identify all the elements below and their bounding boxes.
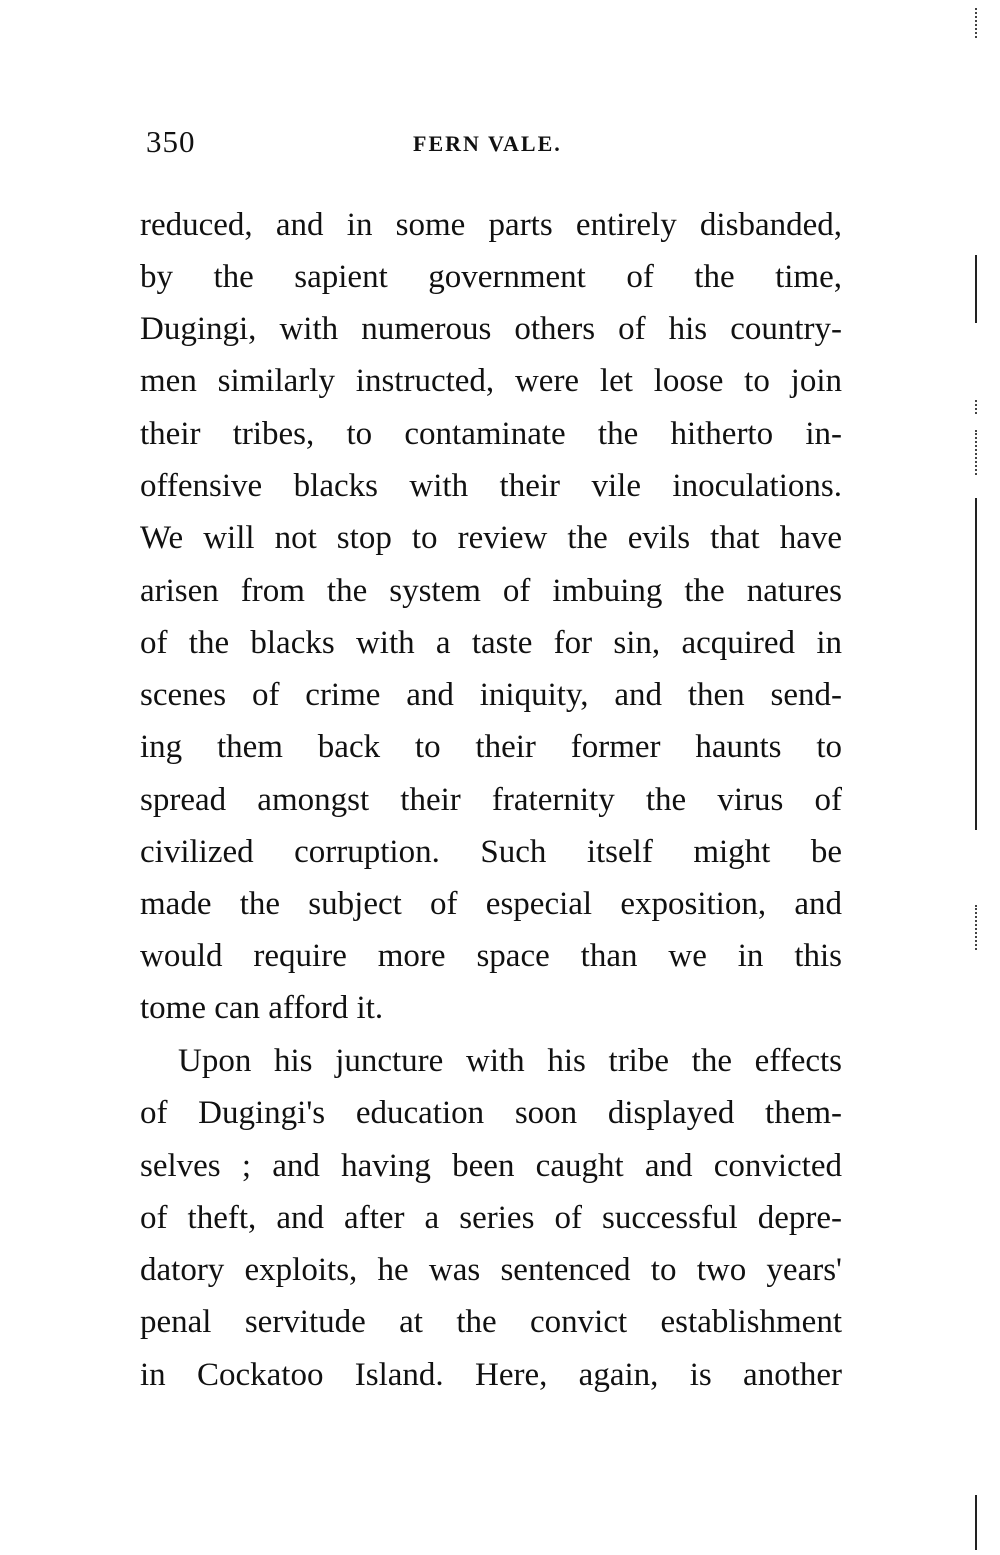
text-line: of the blacks with a taste for sin, acquired in — [140, 625, 842, 661]
scan-edge-mark — [975, 430, 977, 475]
scan-edge-mark — [975, 8, 977, 38]
text-line: men similarly instructed, were let loose to join — [140, 363, 842, 399]
text-line: tome can afford it. — [140, 990, 384, 1026]
text-line: Upon his juncture with his tribe the effects — [178, 1043, 842, 1079]
text-line: arisen from the system of imbuing the natures — [140, 573, 842, 609]
text-line: spread amongst their fraternity the virus of — [140, 782, 842, 818]
scan-edge-mark — [975, 255, 977, 323]
text-line: ing them back to their former haunts to — [140, 729, 842, 765]
text-line: reduced, and in some parts entirely disbanded, — [140, 207, 842, 243]
text-line: in Cockatoo Island. Here, again, is another — [140, 1357, 842, 1393]
text-line: by the sapient government of the time, — [140, 259, 842, 295]
scan-edge-mark — [975, 905, 977, 950]
text-line: would require more space than we in this — [140, 938, 842, 974]
text-line: selves ; and having been caught and convicted — [140, 1148, 842, 1184]
running-title: FERN VALE. — [413, 131, 562, 156]
text-line: of theft, and after a series of successful depre- — [140, 1200, 842, 1236]
scan-edge-mark — [975, 400, 977, 414]
scan-edge-mark — [975, 498, 977, 830]
text-line: of Dugingi's education soon displayed them- — [140, 1095, 842, 1131]
text-line: penal servitude at the convict establishment — [140, 1304, 842, 1340]
text-line: civilized corruption. Such itself might be — [140, 834, 842, 870]
text-line: scenes of crime and iniquity, and then send- — [140, 677, 842, 713]
text-line: Dugingi, with numerous others of his country- — [140, 311, 842, 347]
text-line: datory exploits, he was sentenced to two years' — [140, 1252, 842, 1288]
scan-edge-mark — [975, 1495, 977, 1550]
page-number: 350 — [146, 124, 196, 159]
text-line: offensive blacks with their vile inoculations. — [140, 468, 842, 504]
text-line: made the subject of especial exposition, and — [140, 886, 842, 922]
page-header — [146, 122, 846, 162]
text-line: We will not stop to review the evils that have — [140, 520, 842, 556]
text-line: their tribes, to contaminate the hitherto in- — [140, 416, 842, 452]
